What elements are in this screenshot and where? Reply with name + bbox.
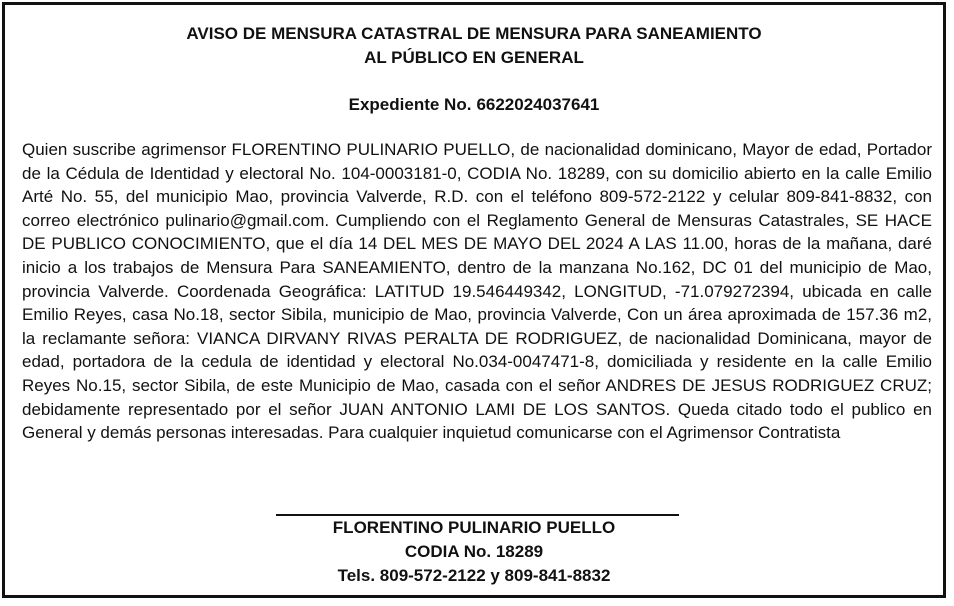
notice-body-text: Quien suscribe agrimensor FLORENTINO PULINARIO PUELLO, de nacionalidad dominicano, Mayor de edad, Portador de la Cédula de Identidad y electoral No. 104-0003181-0, CODIA No. 18289, con su domicilio abierto en la calle Emilio Arté No. 55, del municipio Mao, provincia Valverde, R.D. con el teléfono 809-572-2122 y celular 809-841-8832, con correo electrónico pulinario@gmail.com. Cumpliendo con el Reglamento General de Mensuras Catastrales, SE HACE DE PUBLICO CONOCIMIENTO, que el día 14 DEL MES DE MAYO DEL 2024 A LAS 11.00, horas de la mañana, daré inicio a los trabajos de Mensura Para SANEAMIENTO, dentro de la manzana No.162, DC 01 del municipio de Mao, provincia Valverde. Coordenada Geográfica: LATITUD 19.546449342, LONGITUD, -71.079272394, ubicada en calle Emilio Reyes, casa No.18, sector Sibila, municipio de Mao, provincia Valverde, Con un área aproximada de 157.36 m2, la reclamante señora: VIANCA DIRVANY RIVAS PERALTA DE RODRIGUEZ, de nacionalidad Dominicana, mayor de edad, portadora de la cedula de identidad y electoral No.034-0047471-8, domiciliada y residente en la calle Emilio Reyes No.15, sector Sibila, de este Municipio de Mao, casada con el señor ANDRES DE JESUS RODRIGUEZ CRUZ; debidamente representado por el señor JUAN ANTONIO LAMI DE LOS SANTOS. Queda citado todo el publico en General y demás personas interesadas. Para cualquier inquietud comunicarse con el Agrimensor Contratista <box>22 140 932 443</box>
signature-line <box>276 514 679 516</box>
notice-title-line-2: AL PÚBLICO EN GENERAL <box>364 48 584 67</box>
expediente-number: 6622024037641 <box>476 95 600 114</box>
expediente-line <box>5 94 943 116</box>
expediente-label: Expediente No. <box>348 95 472 114</box>
notice-title-line-1: AVISO DE MENSURA CATASTRAL DE MENSURA PARA SANEAMIENTO <box>186 24 762 43</box>
notice-box <box>2 2 946 598</box>
signature-phones: Tels. 809-572-2122 y 809-841-8832 <box>337 566 611 585</box>
signature-codia: CODIA No. 18289 <box>404 542 544 561</box>
signature-name: FLORENTINO PULINARIO PUELLO <box>332 518 616 537</box>
